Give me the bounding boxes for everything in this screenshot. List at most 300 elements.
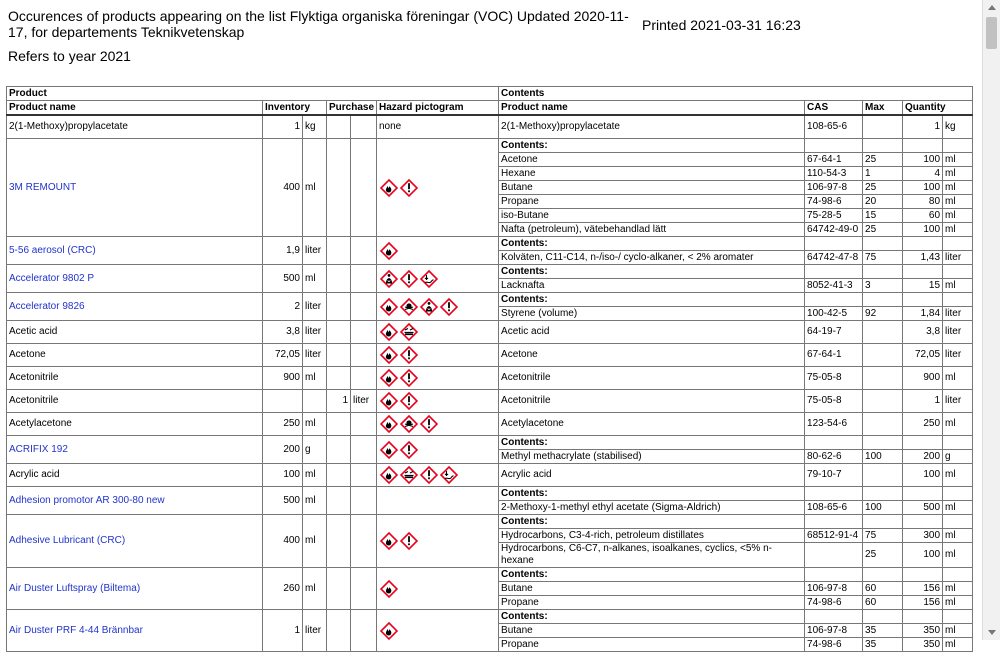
quantity-unit: ml [943,167,973,181]
inventory-unit: ml [303,568,327,610]
max-cell: 60 [863,582,903,596]
exclamation-icon [440,298,458,316]
contents-label: Contents: [499,436,805,450]
quantity-value: 80 [903,195,943,209]
skull-icon [400,298,418,316]
cas-cell [805,543,863,568]
quantity-value: 60 [903,209,943,223]
product-name-cell[interactable]: 3M REMOUNT [7,139,263,237]
table-row [7,610,973,624]
quantity-unit: ml [943,529,973,543]
max-cell: 100 [863,501,903,515]
quantity-value [903,265,943,279]
quantity-unit: ml [943,624,973,638]
purchase-unit [351,610,377,652]
purchase-value [327,464,351,487]
quantity-value: 156 [903,596,943,610]
flame-icon [380,622,398,640]
environment-icon [420,270,438,288]
inventory-value: 500 [263,265,303,293]
contents-product-name: Acetone [499,153,805,167]
group-product-header: Product [7,87,499,101]
hazard-pictogram-cell [377,237,499,265]
quantity-value: 4 [903,167,943,181]
flame-icon [380,466,398,484]
inventory-unit: ml [303,413,327,436]
cas-cell: 106-97-8 [805,582,863,596]
table-row [7,436,973,450]
hazard-pictogram-cell: none [377,115,499,139]
contents-product-name: 2(1-Methoxy)propylacetate [499,115,805,139]
contents-label: Contents: [499,293,805,307]
hazard-pictogram-cell [377,487,499,515]
quantity-unit: ml [943,153,973,167]
quantity-unit [943,265,973,279]
product-name-cell: 2(1-Methoxy)propylacetate [7,115,263,139]
skull-icon [400,415,418,433]
inventory-value: 900 [263,367,303,390]
contents-product-name: Nafta (petroleum), vätebehandlad lätt [499,223,805,237]
cas-cell: 64742-47-8 [805,251,863,265]
inventory-unit: ml [303,515,327,568]
inventory-unit: liter [303,321,327,344]
product-name-cell[interactable]: Accelerator 9826 [7,293,263,321]
col-cas[interactable]: CAS [805,101,863,116]
product-name-cell: Acetonitrile [7,390,263,413]
inventory-value: 100 [263,464,303,487]
exclamation-icon [400,441,418,459]
flame-icon [380,392,398,410]
product-name-cell: Acetone [7,344,263,367]
purchase-unit [351,139,377,237]
quantity-unit [943,139,973,153]
hazard-pictogram-cell [377,568,499,610]
purchase-value [327,436,351,464]
max-cell [863,515,903,529]
inventory-value: 1,9 [263,237,303,265]
cas-cell: 108-65-6 [805,501,863,515]
cas-cell: 67-64-1 [805,344,863,367]
quantity-value [903,139,943,153]
cas-cell: 106-97-8 [805,181,863,195]
cas-cell [805,237,863,251]
inventory-unit: ml [303,487,327,515]
group-header-row [7,87,973,101]
inventory-value: 400 [263,515,303,568]
cas-cell [805,610,863,624]
contents-product-name: Butane [499,624,805,638]
hazard-pictogram-cell [377,139,499,237]
purchase-value [327,237,351,265]
cas-cell: 123-54-6 [805,413,863,436]
cas-cell: 79-10-7 [805,464,863,487]
quantity-value: 100 [903,464,943,487]
inventory-value: 200 [263,436,303,464]
purchase-value [327,568,351,610]
col-purchase[interactable]: Purchase [327,101,377,116]
quantity-unit [943,237,973,251]
printed-timestamp: Printed 2021-03-31 16:23 [642,17,801,33]
quantity-unit [943,436,973,450]
hazard-pictogram-cell [377,515,499,568]
contents-product-name: Acrylic acid [499,464,805,487]
purchase-value: 1 [327,390,351,413]
max-cell [863,115,903,139]
quantity-value [903,436,943,450]
purchase-unit [351,115,377,139]
quantity-unit: liter [943,321,973,344]
contents-product-name: Acetic acid [499,321,805,344]
cas-cell: 68512-91-4 [805,529,863,543]
corrosion-icon [400,323,418,341]
max-cell [863,413,903,436]
cas-cell: 74-98-6 [805,596,863,610]
cas-cell [805,515,863,529]
product-name-cell: Acetic acid [7,321,263,344]
cas-cell: 64742-49-0 [805,223,863,237]
voc-table-body [7,115,973,652]
max-cell: 25 [863,181,903,195]
voc-table-container [6,86,972,652]
cas-cell: 106-97-8 [805,624,863,638]
quantity-unit: ml [943,582,973,596]
contents-product-name: Propane [499,596,805,610]
max-cell: 1 [863,167,903,181]
quantity-value: 200 [903,450,943,464]
hazard-pictogram-cell [377,293,499,321]
col-quantity[interactable]: Quantity [903,101,973,116]
hazard-pictogram-cell [377,464,499,487]
inventory-unit: liter [303,610,327,652]
inventory-unit: liter [303,237,327,265]
purchase-unit [351,515,377,568]
quantity-value [903,237,943,251]
quantity-unit [943,515,973,529]
cas-cell: 74-98-6 [805,195,863,209]
contents-product-name: 2-Methoxy-1-methyl ethyl acetate (Sigma-Aldrich) [499,501,805,515]
table-row [7,487,973,501]
flame-icon [380,346,398,364]
quantity-value: 100 [903,181,943,195]
quantity-value [903,293,943,307]
quantity-value: 350 [903,638,943,652]
purchase-unit [351,344,377,367]
product-name-cell[interactable]: Adhesion promotor AR 300-80 new [7,487,263,515]
product-name-cell[interactable]: 5-56 aerosol (CRC) [7,237,263,265]
quantity-unit: ml [943,501,973,515]
flame-icon [380,532,398,550]
hazard-pictogram-cell [377,367,499,390]
exclamation-icon [400,346,418,364]
max-cell: 92 [863,307,903,321]
hazard-pictogram-cell [377,321,499,344]
contents-product-name: Acetonitrile [499,367,805,390]
cas-cell [805,265,863,279]
purchase-unit [351,568,377,610]
cas-cell: 75-05-8 [805,367,863,390]
contents-product-name: Acetone [499,344,805,367]
hazard-pictogram-cell [377,436,499,464]
table-row [7,367,973,390]
purchase-unit [351,367,377,390]
cas-cell [805,293,863,307]
max-cell [863,265,903,279]
quantity-unit: ml [943,367,973,390]
quantity-value: 500 [903,501,943,515]
flame-icon [380,323,398,341]
flame-icon [380,369,398,387]
corrosion-icon [400,466,418,484]
scroll-thumb[interactable] [986,17,997,49]
product-name-cell[interactable]: ACRIFIX 192 [7,436,263,464]
inventory-value: 500 [263,487,303,515]
quantity-unit: ml [943,181,973,195]
table-row [7,293,973,307]
cas-cell: 74-98-6 [805,638,863,652]
hazard-pictogram-cell [377,610,499,652]
quantity-unit: ml [943,279,973,293]
quantity-unit: liter [943,344,973,367]
quantity-unit: liter [943,390,973,413]
quantity-unit: liter [943,251,973,265]
table-row [7,237,973,251]
quantity-unit [943,293,973,307]
contents-label: Contents: [499,515,805,529]
column-header-row [7,101,973,116]
exclamation-icon [420,415,438,433]
product-name-cell[interactable]: Accelerator 9802 P [7,265,263,293]
col-product-name[interactable]: Product name [7,101,263,116]
inventory-value: 1 [263,115,303,139]
inventory-value: 72,05 [263,344,303,367]
max-cell: 35 [863,638,903,652]
quantity-value: 1 [903,390,943,413]
inventory-unit: kg [303,115,327,139]
purchase-value [327,293,351,321]
contents-product-name: Styrene (volume) [499,307,805,321]
quantity-value: 100 [903,543,943,568]
contents-product-name: Propane [499,638,805,652]
contents-product-name: iso-Butane [499,209,805,223]
max-cell: 25 [863,223,903,237]
quantity-value [903,515,943,529]
col-max[interactable]: Max [863,101,903,116]
quantity-unit [943,487,973,501]
inventory-value: 3,8 [263,321,303,344]
quantity-unit: ml [943,638,973,652]
contents-label: Contents: [499,265,805,279]
quantity-value: 72,05 [903,344,943,367]
exclamation-icon [400,392,418,410]
quantity-unit: ml [943,223,973,237]
purchase-unit [351,487,377,515]
col-hazard-pictogram[interactable]: Hazard pictogram [377,101,499,116]
col-inventory[interactable]: Inventory [263,101,327,116]
hazard-pictogram-cell [377,390,499,413]
contents-product-name: Hydrocarbons, C6-C7, n-alkanes, isoalkanes, cyclics, <5% n-hexane [499,543,805,568]
exclamation-icon [400,369,418,387]
cas-cell: 108-65-6 [805,115,863,139]
inventory-unit: ml [303,464,327,487]
max-cell [863,610,903,624]
purchase-value [327,344,351,367]
quantity-value: 350 [903,624,943,638]
cas-cell: 75-28-5 [805,209,863,223]
inventory-value: 250 [263,413,303,436]
purchase-unit [351,293,377,321]
cas-cell: 80-62-6 [805,450,863,464]
purchase-value [327,265,351,293]
quantity-value: 3,8 [903,321,943,344]
inventory-unit: ml [303,139,327,237]
contents-product-name: Lacknafta [499,279,805,293]
table-row [7,139,973,153]
max-cell: 60 [863,596,903,610]
quantity-value [903,610,943,624]
product-name-cell: Acetylacetone [7,413,263,436]
inventory-unit: liter [303,344,327,367]
inventory-unit: ml [303,265,327,293]
product-name-cell[interactable]: Air Duster Luftspray (Biltema) [7,568,263,610]
max-cell [863,237,903,251]
table-row [7,321,973,344]
table-row [7,515,973,529]
purchase-value [327,487,351,515]
flame-icon [380,415,398,433]
cas-cell [805,568,863,582]
cas-cell: 67-64-1 [805,153,863,167]
product-name-cell: Acrylic acid [7,464,263,487]
purchase-unit [351,436,377,464]
quantity-value [903,568,943,582]
purchase-unit [351,321,377,344]
quantity-value: 156 [903,582,943,596]
purchase-value [327,139,351,237]
contents-product-name: Acetonitrile [499,390,805,413]
quantity-value: 1,84 [903,307,943,321]
max-cell [863,568,903,582]
inventory-value: 2 [263,293,303,321]
scroll-down-arrow-icon[interactable] [988,630,996,635]
contents-product-name: Methyl methacrylate (stabilised) [499,450,805,464]
health-hazard-icon [380,270,398,288]
flame-icon [380,179,398,197]
max-cell: 100 [863,450,903,464]
purchase-unit [351,413,377,436]
hazard-pictogram-cell [377,344,499,367]
contents-label: Contents: [499,610,805,624]
voc-table [6,86,973,652]
table-row [7,344,973,367]
vertical-scrollbar[interactable] [982,0,1000,640]
quantity-value [903,487,943,501]
cas-cell: 75-05-8 [805,390,863,413]
exclamation-icon [400,532,418,550]
inventory-unit [303,390,327,413]
cas-cell: 64-19-7 [805,321,863,344]
max-cell [863,321,903,344]
exclamation-icon [400,179,418,197]
quantity-value: 250 [903,413,943,436]
max-cell: 75 [863,251,903,265]
contents-label: Contents: [499,139,805,153]
purchase-unit [351,265,377,293]
quantity-unit: ml [943,195,973,209]
max-cell: 15 [863,209,903,223]
quantity-value: 300 [903,529,943,543]
quantity-unit [943,610,973,624]
cas-cell [805,487,863,501]
reference-year: Refers to year 2021 [8,48,131,64]
quantity-unit: liter [943,307,973,321]
purchase-value [327,321,351,344]
quantity-unit: kg [943,115,973,139]
cas-cell [805,436,863,450]
max-cell: 35 [863,624,903,638]
purchase-unit [351,464,377,487]
purchase-unit: liter [351,390,377,413]
inventory-unit: ml [303,367,327,390]
purchase-value [327,610,351,652]
report-header [8,8,978,64]
inventory-value: 1 [263,610,303,652]
quantity-value: 100 [903,223,943,237]
quantity-unit: ml [943,543,973,568]
inventory-unit: g [303,436,327,464]
max-cell [863,487,903,501]
title-line [8,8,978,40]
scroll-up-arrow-icon[interactable] [988,5,996,10]
purchase-value [327,115,351,139]
table-row [7,390,973,413]
contents-product-name: Propane [499,195,805,209]
product-name-cell[interactable]: Adhesive Lubricant (CRC) [7,515,263,568]
hazard-pictogram-cell [377,413,499,436]
contents-label: Contents: [499,237,805,251]
flame-icon [380,242,398,260]
quantity-unit [943,568,973,582]
max-cell [863,139,903,153]
max-cell [863,344,903,367]
max-cell [863,390,903,413]
purchase-unit [351,237,377,265]
quantity-value: 900 [903,367,943,390]
cas-cell [805,139,863,153]
col-contents-product-name[interactable]: Product name [499,101,805,116]
max-cell [863,464,903,487]
contents-product-name: Kolväten, C11-C14, n-/iso-/ cyclo-alkaner, < 2% aromater [499,251,805,265]
product-name-cell[interactable]: Air Duster PRF 4-44 Brännbar [7,610,263,652]
max-cell: 25 [863,153,903,167]
contents-product-name: Hydrocarbons, C3-4-rich, petroleum distillates [499,529,805,543]
environment-icon [440,466,458,484]
inventory-value: 400 [263,139,303,237]
inventory-value: 260 [263,568,303,610]
table-row [7,115,973,139]
product-name-cell: Acetonitrile [7,367,263,390]
max-cell [863,293,903,307]
quantity-unit: ml [943,209,973,223]
quantity-unit: ml [943,596,973,610]
contents-product-name: Butane [499,181,805,195]
inventory-value [263,390,303,413]
max-cell: 3 [863,279,903,293]
group-contents-header: Contents [499,87,973,101]
table-row [7,568,973,582]
cas-cell: 8052-41-3 [805,279,863,293]
table-row [7,413,973,436]
quantity-unit: ml [943,464,973,487]
